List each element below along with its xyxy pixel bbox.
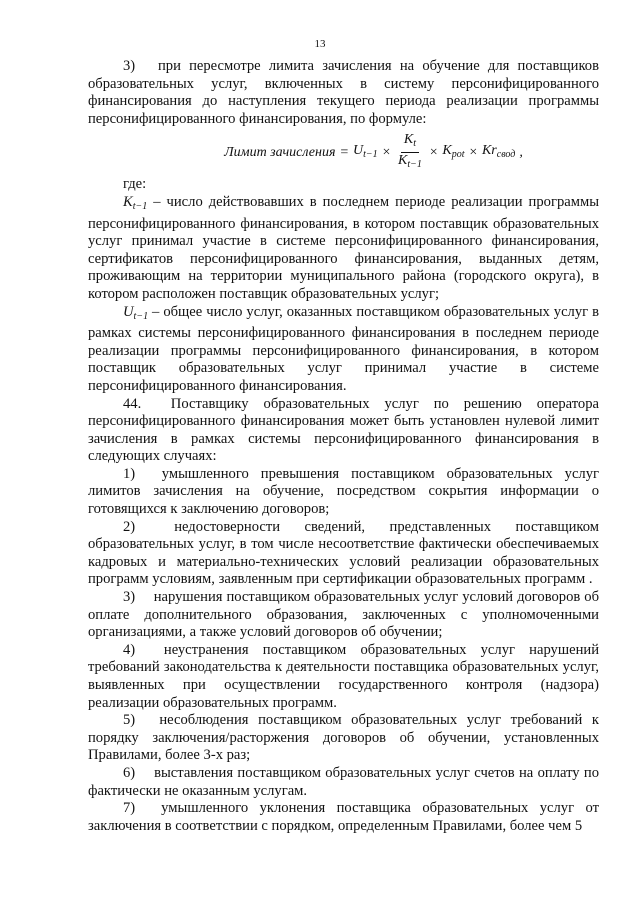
list-item-4: 4) неустранения поставщиком образовательных услуг нарушений требований законодательства к деятельности поставщика образовательных услуг, выявленных при осуществлении государственного контроля (надзора) реализации образовательных программ. bbox=[88, 641, 599, 711]
formula-equals: = bbox=[339, 145, 349, 161]
document-body bbox=[88, 58, 599, 835]
definition-k bbox=[88, 194, 599, 304]
formula-kpot-sub: pot bbox=[451, 149, 465, 161]
list-item-7: 7) умышленного уклонения поставщика образовательных услуг от заключения в соответствии с порядком, определенным Правилами, более чем 5 bbox=[88, 800, 599, 834]
formula-k-denominator-sub: t−1 bbox=[407, 159, 422, 171]
list-item-1: 1) умышленного превышения поставщиком образовательных услуг лимитов зачисления на обучение, посредством сокрытия информации о готовящихся к заключению договоров; bbox=[88, 465, 599, 518]
list-item-2: 2) недостоверности сведений, представленных поставщиком образовательных услуг, в том числе несоответствие фактически обеспечиваемых кадровых и материально-технических условий реализации образовательных программ условиям, заявленным при сертификации образовательных программ . bbox=[88, 518, 599, 588]
limit-formula bbox=[88, 132, 599, 170]
definition-k-sub: t−1 bbox=[132, 200, 148, 212]
formula-kr: Kr bbox=[481, 143, 497, 159]
formula-u: U bbox=[352, 143, 364, 159]
where-label: где: bbox=[123, 176, 147, 193]
formula-label: Лимит зачисления bbox=[224, 145, 336, 161]
paragraph-item-3: 3) при пересмотре лимита зачисления на обучение для поставщиков образовательных услуг, включенных в систему персонифицированного финансирования до наступления текущего периода реализации программы персонифицированного финансирования, по формуле: bbox=[88, 58, 599, 127]
formula-times-1: × bbox=[381, 145, 392, 161]
definition-u bbox=[88, 304, 599, 396]
paragraph-44: 44. Поставщику образовательных услуг по решению оператора персонифицированного финансирования может быть установлен нулевой лимит зачисления в рамках системы персонифицированного финансирования в следующих случаях: bbox=[88, 395, 599, 465]
list-item-6: 6) выставления поставщиком образовательных услуг счетов на оплату по фактически не оказанным услугам. bbox=[88, 764, 599, 799]
page-number: 13 bbox=[314, 38, 326, 50]
formula-kr-sub: свод bbox=[496, 149, 516, 161]
definition-u-sub: t−1 bbox=[133, 310, 149, 322]
formula-fraction bbox=[395, 132, 425, 173]
formula-kpot: K bbox=[442, 143, 452, 159]
formula-times-2: × bbox=[428, 145, 439, 161]
list-item-5: 5) несоблюдения поставщиком образовательных услуг требований к порядку заключения/расторжения договоров об обучении, установленных Правилами, более 3-х раз; bbox=[88, 712, 599, 764]
formula-k-numerator: K bbox=[403, 132, 414, 148]
formula-k-denominator: K bbox=[398, 153, 408, 169]
definition-u-symbol: U bbox=[123, 303, 134, 320]
formula-k-numerator-sub: t bbox=[413, 138, 417, 150]
definition-u-text: – общее число услуг, оказанных поставщиком образовательных услуг в рамках системы персонифицированного финансирования в последнем периоде реализации программы персонифицированного финансирования, в котором поставщик образовательных услуг принимал участие в системе персонифицированного финансирования. bbox=[88, 303, 599, 394]
list-item-3: 3) нарушения поставщиком образовательных услуг условий договоров об оплате дополнительного образования, заключенных с уполномоченными организациями, а также условий договоров об обучении; bbox=[88, 589, 599, 641]
formula-tail: , bbox=[519, 145, 523, 161]
definition-k-text: – число действовавших в последнем периоде реализации программы персонифицированного финансирования, в котором поставщик образовательных услуг принимал участие в системе персонифицированного финансирования, сертификатов персонифицированного финансирования, выданных детям, проживающим на территории муниципального района (городского округа), в котором расположен поставщик образовательных услуг; bbox=[88, 193, 599, 302]
formula-times-3: × bbox=[468, 145, 478, 161]
formula-u-sub: t−1 bbox=[363, 149, 378, 161]
definition-k-symbol: K bbox=[123, 193, 133, 210]
